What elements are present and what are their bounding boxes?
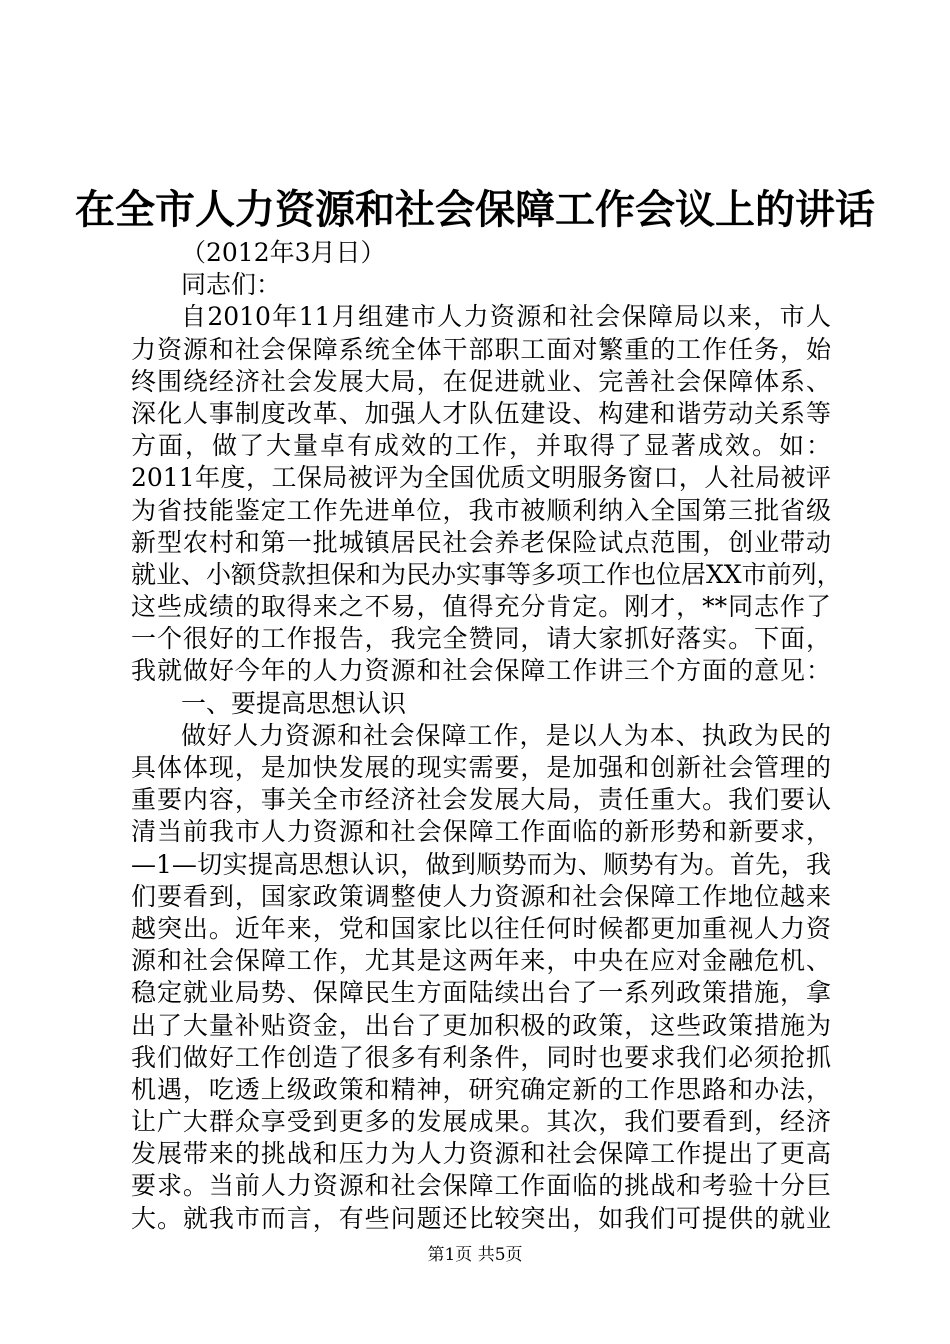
paragraph-line: 2011年度，工保局被评为全国优质文明服务窗口，人社局被评 — [131, 463, 831, 493]
paragraph-line: 新型农村和第一批城镇居民社会养老保险试点范围，创业带动 — [131, 527, 831, 557]
document-body — [131, 237, 842, 1235]
section-line: 我们做好工作创造了很多有利条件，同时也要求我们必须抢抓 — [131, 1042, 831, 1072]
section-line: 重要内容，事关全市经济社会发展大局，责任重大。我们要认 — [131, 785, 831, 815]
paragraph-line: 这些成绩的取得来之不易，值得充分肯定。刚才，**同志作了 — [131, 592, 831, 622]
page-footer: 第1页 共5页 — [427, 1245, 523, 1265]
section-line: 具体体现，是加快发展的现实需要，是加强和创新社会管理的 — [131, 753, 831, 782]
document-title: 在全市人力资源和社会保障工作会议上的讲话 — [75, 186, 875, 233]
section-line: 源和社会保障工作，尤其是这两年来，中央在应对金融危机、 — [131, 946, 831, 976]
section-line: 做好人力资源和社会保障工作，是以人为本、执政为民的 — [181, 720, 831, 750]
section-line: —1—切实提高思想认识，做到顺势而为、顺势有为。首先，我 — [131, 849, 831, 879]
date-line: （2012年3月日） — [181, 238, 386, 267]
paragraph-line: 自2010年11月组建市人力资源和社会保障局以来，市人 — [181, 302, 831, 332]
section-line: 机遇，吃透上级政策和精神，研究确定新的工作思路和办法， — [131, 1074, 831, 1104]
paragraph-line: 方面，做了大量卓有成效的工作，并取得了显著成效。如： — [131, 431, 831, 461]
section-line: 越突出。近年来，党和国家比以往任何时候都更加重视人力资 — [131, 913, 831, 943]
section-line: 们要看到，国家政策调整使人力资源和社会保障工作地位越来 — [131, 881, 831, 911]
section-heading: 一、要提高思想认识 — [181, 688, 407, 718]
paragraph-line: 深化人事制度改革、加强人才队伍建设、构建和谐劳动关系等 — [131, 398, 831, 428]
paragraph-line: 就业、小额贷款担保和为民办实事等多项工作也位居XX市前列， — [131, 559, 842, 589]
section-line: 稳定就业局势、保障民生方面陆续出台了一系列政策措施，拿 — [131, 978, 831, 1008]
section-line: 让广大群众享受到更多的发展成果。其次，我们要看到，经济 — [131, 1107, 831, 1137]
section-line: 出了大量补贴资金，出台了更加积极的政策，这些政策措施为 — [131, 1010, 831, 1040]
paragraph-line: 终围绕经济社会发展大局，在促进就业、完善社会保障体系、 — [131, 366, 831, 396]
salutation: 同志们： — [181, 270, 282, 300]
paragraph-line: 我就做好今年的人力资源和社会保障工作讲三个方面的意见： — [131, 656, 831, 686]
section-line: 清当前我市人力资源和社会保障工作面临的新形势和新要求， — [131, 817, 831, 847]
section-line: 大。就我市而言，有些问题还比较突出，如我们可提供的就业 — [131, 1203, 831, 1233]
section-line: 要求。当前人力资源和社会保障工作面临的挑战和考验十分巨 — [131, 1171, 831, 1201]
section-line: 发展带来的挑战和压力为人力资源和社会保障工作提出了更高 — [131, 1139, 831, 1169]
paragraph-line: 力资源和社会保障系统全体干部职工面对繁重的工作任务，始 — [131, 334, 831, 364]
paragraph-line: 一个很好的工作报告，我完全赞同，请大家抓好落实。下面， — [131, 624, 831, 654]
paragraph-line: 为省技能鉴定工作先进单位，我市被顺利纳入全国第三批省级 — [131, 495, 831, 525]
